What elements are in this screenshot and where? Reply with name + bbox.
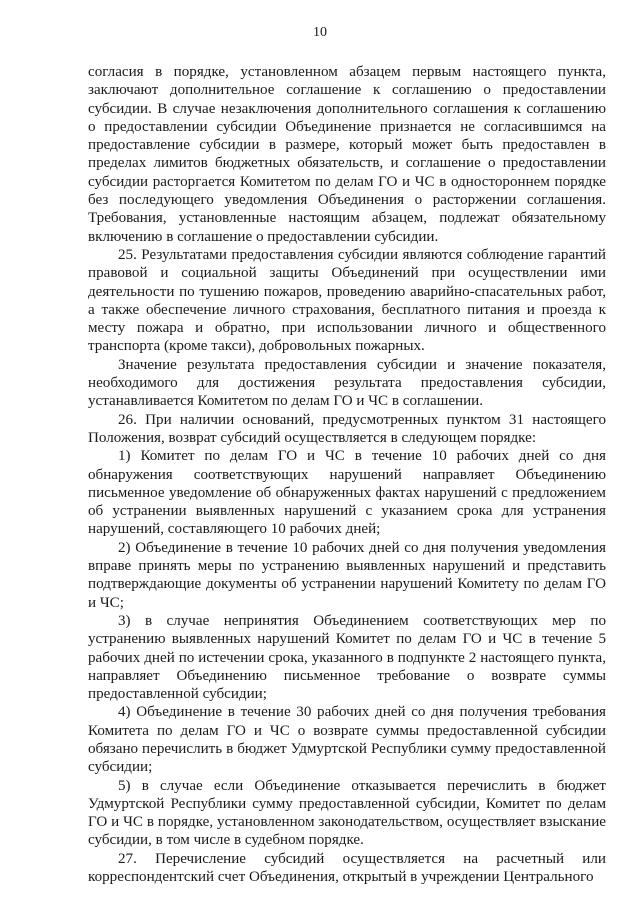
- paragraph-clause-27: 27. Перечисление субсидий осуществляется на расчетный или корреспондентский счет Объединения, открытый в учреждении Центрального: [88, 850, 606, 886]
- paragraph-subclause-2: 2) Объединение в течение 10 рабочих дней со дня получения уведомления вправе принять меры по устранению выявленных нарушений и представить подтверждающие документы об устранении нарушений Комитету по делам ГО и ЧС;: [88, 539, 606, 611]
- page-number: 10: [313, 25, 327, 40]
- paragraph-subclause-5: 5) в случае если Объединение отказывается перечислить в бюджет Удмуртской Республики сумму предоставленной субсидии, Комитет по делам ГО и ЧС в порядке, установленном законодательством, осуществляет взыскание субсидии, в том числе в судебном порядке.: [88, 777, 606, 849]
- paragraph-subclause-4: 4) Объединение в течение 30 рабочих дней со дня получения требования Комитета по делам ГО и ЧС о возврате суммы предоставленной субсидии обязано перечислить в бюджет Удмуртской Республики сумму предоставленной субсидии;: [88, 704, 606, 776]
- paragraph-result-value: Значение результата предоставления субсидии и значение показателя, необходимого для достижения результата предоставления субсидии, устанавливается Комитетом по делам ГО и ЧС в соглашении.: [88, 356, 606, 410]
- paragraph-subclause-3: 3) в случае непринятия Объединением соответствующих мер по устранению выявленных нарушений Комитет по делам ГО и ЧС в течение 5 рабочих дней по истечении срока, указанного в подпункте 2 настоящего пункта, направляет Объединению письменное требование о возврате суммы предоставленной субсидии;: [88, 612, 606, 703]
- paragraph-clause-25: 25. Результатами предоставления субсидии являются соблюдение гарантий правовой и социальной защиты Объединений при осуществлении ими деятельности по тушению пожаров, проведению аварийно-спасательных работ, а также обеспечение личного страхования, бесплатного питания и проезда к месту пожара и обратно, при использовании личного и общественного транспорта (кроме такси), добровольных пожарных.: [88, 246, 606, 355]
- paragraph-clause-26: 26. При наличии оснований, предусмотренных пунктом 31 настоящего Положения, возврат субсидий осуществляется в следующем порядке:: [88, 411, 606, 446]
- paragraph-continuation: согласия в порядке, установленном абзацем первым настоящего пункта, заключают дополнительное соглашение к соглашению о предоставлении субсидии. В случае незаключения дополнительного соглашения к соглашению о предоставлении субсидии Объединение признается не согласившимся на предоставление субсидии в размере, который может быть предоставлен в пределах лимитов бюджетных обязательств, и соглашение о предоставлении субсидии расторгается Комитетом по делам ГО и ЧС в одностороннем порядке без последующего уведомления Объединения о расторжении соглашения. Требования, установленные настоящим абзацем, подлежат обязательному включению в соглашение о предоставлении субсидии.: [88, 64, 606, 245]
- paragraph-subclause-1: 1) Комитет по делам ГО и ЧС в течение 10 рабочих дней со дня обнаружения соответствующих нарушений направляет Объединению письменное уведомление об обнаруженных фактах нарушений с предложением об устранении выявленных нарушений с указанием срока для устранения нарушений, составляющего 10 рабочих дней;: [88, 448, 606, 538]
- document-body: [88, 63, 606, 886]
